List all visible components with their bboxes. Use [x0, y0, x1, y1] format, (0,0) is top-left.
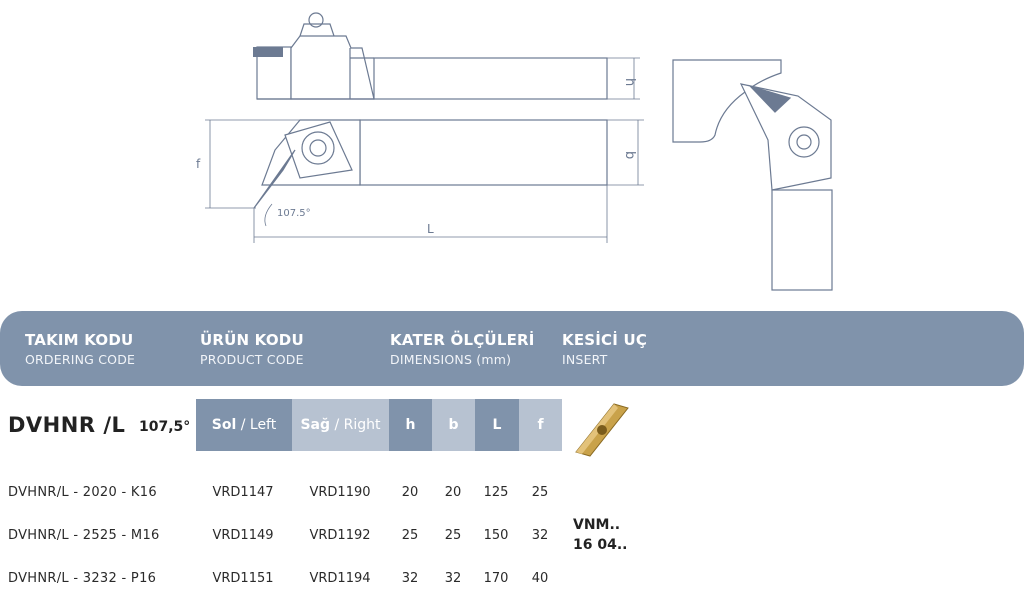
row-L: 150	[483, 528, 509, 543]
row-right-code: VRD1194	[309, 571, 371, 586]
tool-angle: 107,5°	[139, 419, 191, 435]
row-left-code: VRD1147	[212, 485, 274, 500]
row-left-code: VRD1151	[212, 571, 274, 586]
top-view	[254, 120, 607, 208]
dim-b-label: b	[622, 151, 637, 160]
header-band	[0, 311, 1024, 386]
header-ordering-en: ORDERING CODE	[25, 352, 136, 367]
dim-f-label: f	[196, 157, 201, 171]
subheader-left-en: Left	[249, 417, 277, 433]
subheader-h-label: h	[405, 417, 416, 433]
header-dimensions-tr: KATER ÖLÇÜLERİ	[390, 331, 535, 349]
header-ordering	[25, 331, 135, 367]
row-f: 25	[531, 485, 549, 500]
header-product	[200, 331, 304, 367]
subheader-left-sep: /	[236, 417, 250, 433]
row-h: 32	[401, 571, 419, 586]
subheader-b	[432, 399, 475, 451]
row-h: 25	[401, 528, 419, 543]
subheader-right-sep: /	[330, 417, 344, 433]
row-code: DVHNR/L - 2020 - K16	[8, 485, 157, 500]
header-product-en: PRODUCT CODE	[200, 352, 304, 367]
subheader-right	[292, 399, 389, 451]
row-b: 25	[444, 528, 462, 543]
subheader-f	[519, 399, 562, 451]
subheader-f-label: f	[537, 417, 544, 433]
subheader-L	[475, 399, 519, 451]
dim-L-label: L	[427, 222, 434, 236]
row-b: 32	[444, 571, 462, 586]
row-b: 20	[444, 485, 462, 500]
subheader-right-en: Right	[343, 417, 381, 433]
row-f: 32	[531, 528, 549, 543]
subheader-right-tr: Sağ	[300, 417, 331, 433]
insert-code	[573, 515, 627, 555]
subheader-L-label: L	[492, 417, 502, 433]
subheader-b-label: b	[448, 417, 459, 433]
row-code: DVHNR/L - 3232 - P16	[8, 571, 157, 586]
header-dimensions-en: DIMENSIONS (mm)	[390, 352, 512, 367]
table-row	[0, 485, 1024, 505]
subheader-left-tr: Sol	[211, 417, 237, 433]
subheader-left	[196, 399, 292, 451]
row-left-code: VRD1149	[212, 528, 274, 543]
row-right-code: VRD1190	[309, 485, 371, 500]
row-L: 125	[483, 485, 509, 500]
angle-label: 107.5°	[277, 208, 311, 219]
row-right-code: VRD1192	[309, 528, 371, 543]
header-dimensions	[390, 331, 535, 367]
insert-code-line2: 16 04..	[573, 537, 628, 553]
tool-name: DVHNR /L	[8, 413, 126, 437]
end-view	[673, 60, 832, 290]
subheader-h	[389, 399, 432, 451]
header-insert-en: INSERT	[562, 352, 608, 367]
row-f: 40	[531, 571, 549, 586]
insert-code-line1: VNM..	[573, 517, 621, 533]
row-L: 170	[483, 571, 509, 586]
row-h: 20	[401, 485, 419, 500]
header-product-tr: ÜRÜN KODU	[200, 331, 304, 349]
insert-image	[572, 400, 632, 458]
row-code: DVHNR/L - 2525 - M16	[8, 528, 160, 543]
header-insert	[562, 331, 647, 367]
header-insert-tr: KESİCİ UÇ	[562, 331, 648, 349]
table-row	[0, 571, 1024, 591]
side-view	[253, 13, 607, 99]
header-ordering-tr: TAKIM KODU	[25, 331, 134, 349]
dim-h-label: h	[622, 78, 637, 87]
table-row	[0, 528, 1024, 548]
